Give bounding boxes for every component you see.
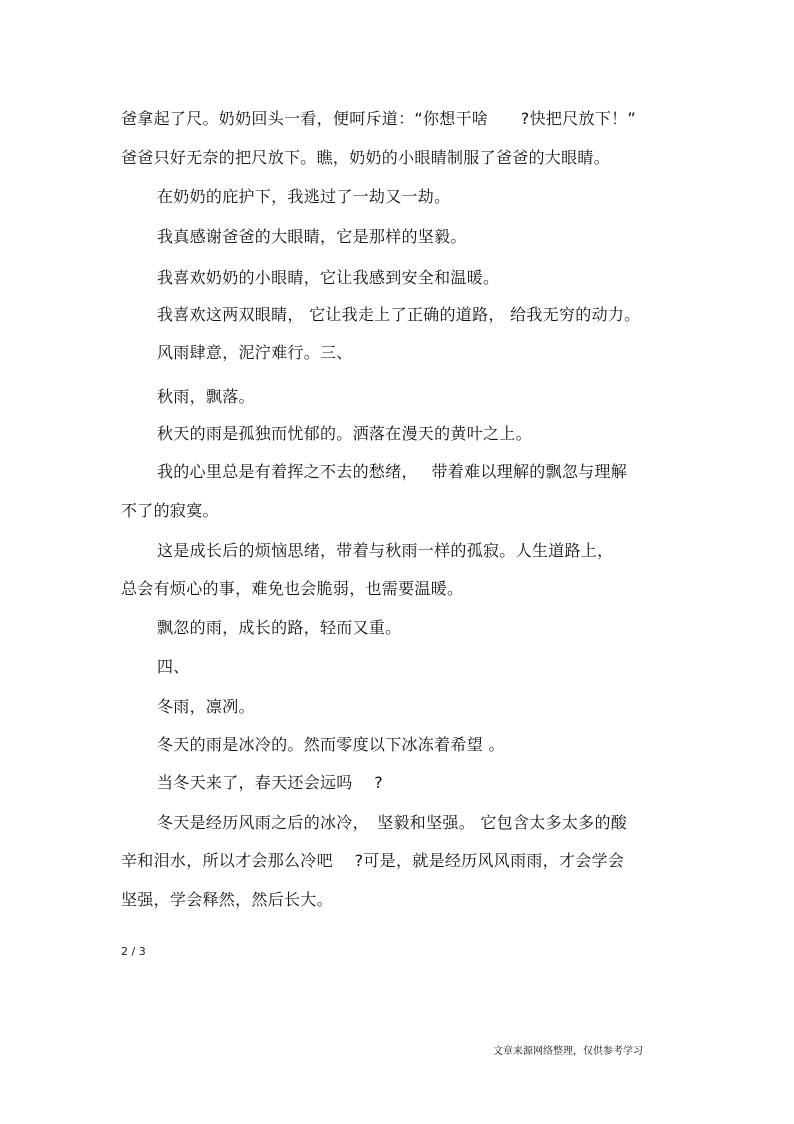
paragraph-line: 风雨肆意，泥泞难行。三、 [157,343,353,362]
paragraph-line: 总会有烦心的事，难免也会脆弱，也需要温暖。 [121,579,464,598]
paragraph-line: 秋天的雨是孤独而忧郁的。洒落在漫天的黄叶之上。 [157,424,532,443]
paragraph-line: 飘忽的雨，成长的路，轻而又重。 [157,618,402,637]
page-number: 2 / 3 [121,945,146,958]
paragraph-line: 我喜欢奶奶的小眼睛，它让我感到安全和温暖。 [157,268,500,287]
paragraph-line: 这是成长后的烦恼思绪，带着与秋雨一样的孤寂。人生道路上， [157,541,614,560]
paragraph-line: 辛和泪水，所以才会那么冷吧 ?可是，就是经历风风雨雨，才会学会 [121,851,625,870]
paragraph-line: 冬雨，凛冽。 [157,697,255,716]
paragraph-line: 冬天是经历风雨之后的冰冷， 坚毅和坚强。 它包含太多太多的酸 [157,813,628,832]
paragraph-line: 我真感谢爸爸的大眼睛，它是那样的坚毅。 [157,227,467,246]
section-heading: 四、 [157,657,190,676]
paragraph-line: 在奶奶的庇护下，我逃过了一劫又一劫。 [157,187,451,206]
paragraph-line: 我的心里总是有着挥之不去的愁绪， 带着难以理解的飘忽与理解 [157,462,628,481]
paragraph-line: 秋雨，飘落。 [157,387,255,406]
paragraph-line: 爸爸只好无奈的把尺放下。瞧，奶奶的小眼睛制服了爸爸的大眼睛。 [121,148,611,167]
paragraph-line: 我喜欢这两双眼睛， 它让我走上了正确的道路， 给我无穷的动力。 [157,305,641,324]
paragraph-line: 坚强，学会释然，然后长大。 [121,890,333,909]
paragraph-line: 当冬天来了，春天还会远吗 ? [157,773,384,792]
paragraph-line: 不了的寂寞。 [121,501,219,520]
paragraph-line: 冬天的雨是冰冷的。然而零度以下冰冻着希望 。 [157,735,505,754]
footer-note: 文章来源网络整理，仅供参考学习 [493,1046,643,1057]
paragraph-line: 爸拿起了尺。奶奶回头一看，便呵斥道：“你想干啥 ?快把尺放下！” [121,109,636,128]
